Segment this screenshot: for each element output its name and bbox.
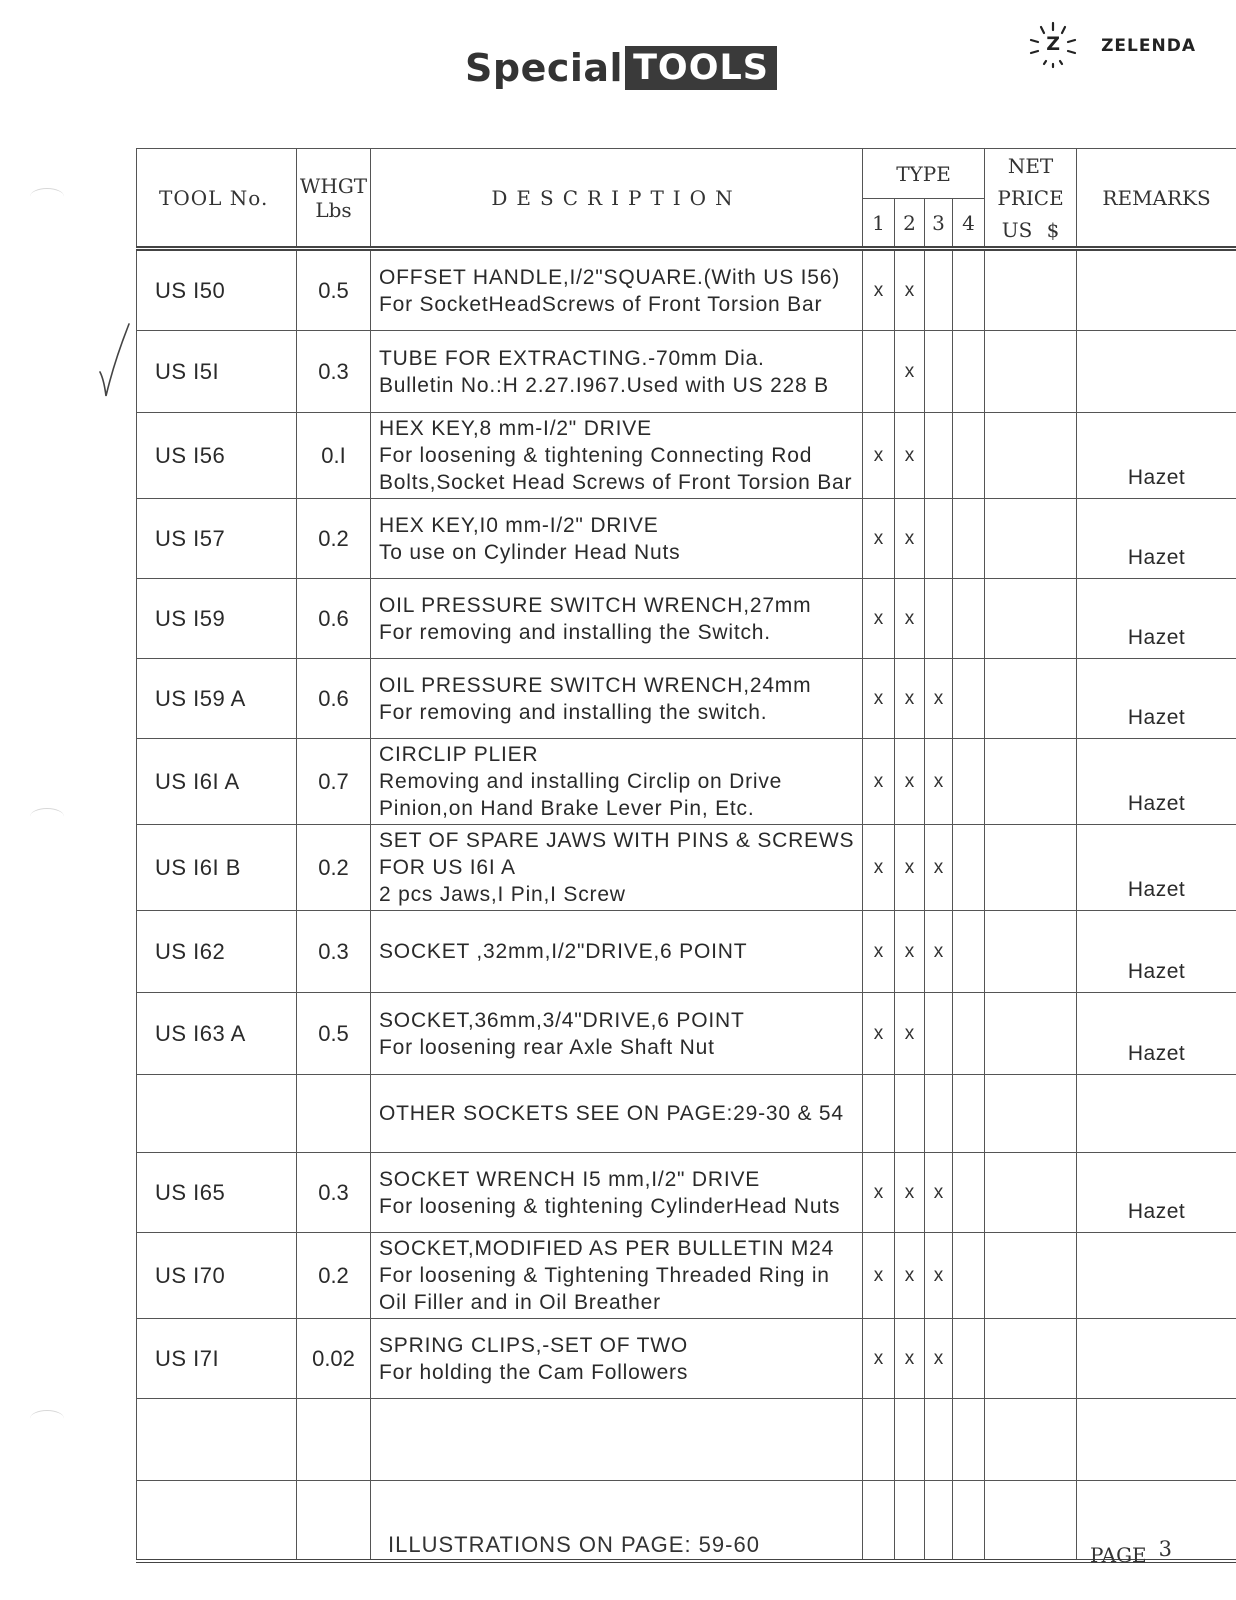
weight-cell: 0.02	[297, 1319, 371, 1399]
type-2-mark: x	[895, 249, 925, 331]
table-row	[137, 739, 1236, 825]
binder-hole-mark	[30, 1410, 64, 1427]
table-row	[137, 1319, 1236, 1399]
description-line: SOCKET WRENCH I5 mm,I/2" DRIVE	[379, 1167, 761, 1191]
description-cell	[371, 1319, 863, 1399]
tool-number-cell	[137, 1399, 297, 1481]
type-2-mark: x	[895, 993, 925, 1075]
type-2-mark	[895, 1075, 925, 1153]
description-line: 2 pcs Jaws,I Pin,I Screw	[379, 883, 626, 906]
type-1-mark	[863, 331, 895, 413]
net-price-cell	[985, 1481, 1077, 1561]
col-header-type: TYPE	[863, 149, 985, 199]
type-3-mark	[925, 499, 953, 579]
net-price-cell	[985, 825, 1077, 911]
table-row	[137, 1153, 1236, 1233]
description-line: OIL PRESSURE SWITCH WRENCH,24mm	[379, 673, 812, 697]
description-cell	[371, 1233, 863, 1319]
tool-number-cell: US I6I B	[137, 825, 297, 911]
tool-number-cell: US I56	[137, 413, 297, 499]
col-header-net-price	[985, 149, 1077, 249]
col-header-weight	[297, 149, 371, 249]
weight-cell	[297, 1075, 371, 1153]
type-1-mark	[863, 1399, 895, 1481]
title-tools: TOOLS	[625, 46, 777, 90]
type-1-mark: x	[863, 1153, 895, 1233]
table-row	[137, 659, 1236, 739]
type-3-mark	[925, 1481, 953, 1561]
type-3-mark	[925, 1075, 953, 1153]
description-cell	[371, 825, 863, 911]
type-4-mark	[953, 579, 985, 659]
description-line: For holding the Cam Followers	[379, 1360, 689, 1384]
type-3-mark: x	[925, 1233, 953, 1319]
description-line: Bolts,Socket Head Screws of Front Torsion Bar	[379, 471, 853, 494]
remarks-cell: Hazet	[1077, 1153, 1236, 1233]
remarks-cell: Hazet	[1077, 659, 1236, 739]
type-3-mark	[925, 579, 953, 659]
description-line: For loosening & Tightening Threaded Ring in	[379, 1264, 830, 1287]
tool-number-cell: US I65	[137, 1153, 297, 1233]
description-line: For removing and installing the switch.	[379, 700, 768, 724]
type-2-mark: x	[895, 579, 925, 659]
type-2-mark: x	[895, 1153, 925, 1233]
page-title	[465, 46, 777, 90]
description-line: TUBE FOR EXTRACTING.-70mm Dia.	[379, 346, 765, 370]
tool-number-cell: US I57	[137, 499, 297, 579]
net-price-cell	[985, 993, 1077, 1075]
type-1-mark: x	[863, 911, 895, 993]
net-price-cell	[985, 331, 1077, 413]
type-2-mark: x	[895, 659, 925, 739]
table-row	[137, 331, 1236, 413]
page-number-value: 3	[1158, 1537, 1173, 1561]
weight-cell: 0.7	[297, 739, 371, 825]
type-1-mark: x	[863, 1319, 895, 1399]
brand-name: ZELENDA	[1101, 36, 1196, 56]
table-row	[137, 249, 1236, 331]
remarks-cell	[1077, 331, 1236, 413]
description-cell	[371, 659, 863, 739]
weight-header-line: WHGT	[299, 173, 368, 198]
type-4-mark	[953, 1153, 985, 1233]
weight-cell: 0.2	[297, 499, 371, 579]
header-row	[137, 149, 1236, 199]
type-4-mark	[953, 331, 985, 413]
illustrations-note: ILLUSTRATIONS ON PAGE: 59-60	[388, 1532, 760, 1557]
type-2-mark: x	[895, 331, 925, 413]
type-4-mark	[953, 413, 985, 499]
type-4-mark	[953, 1075, 985, 1153]
description-cell	[371, 1153, 863, 1233]
type-2-mark	[895, 1399, 925, 1481]
type-2-mark: x	[895, 413, 925, 499]
handwritten-check-mark-icon	[98, 322, 132, 402]
description-cell	[371, 1075, 863, 1153]
type-col-1: 1	[863, 199, 895, 249]
type-4-mark	[953, 499, 985, 579]
weight-cell: 0.2	[297, 825, 371, 911]
tool-number-cell: US I6I A	[137, 739, 297, 825]
type-3-mark: x	[925, 659, 953, 739]
tool-number-cell: US I5I	[137, 331, 297, 413]
description-line: Oil Filler and in Oil Breather	[379, 1291, 661, 1314]
type-1-mark	[863, 1075, 895, 1153]
type-3-mark: x	[925, 1319, 953, 1399]
remarks-cell	[1077, 1319, 1236, 1399]
type-4-mark	[953, 825, 985, 911]
description-cell	[371, 331, 863, 413]
remarks-cell	[1077, 1233, 1236, 1319]
type-1-mark: x	[863, 249, 895, 331]
weight-cell: 0.3	[297, 1153, 371, 1233]
table-row	[137, 413, 1236, 499]
weight-cell: 0.5	[297, 249, 371, 331]
weight-cell: 0.3	[297, 911, 371, 993]
col-header-description: DESCRIPTION	[371, 149, 863, 249]
description-line: For loosening & tightening Connecting Rod	[379, 444, 813, 467]
weight-cell: 0.6	[297, 659, 371, 739]
net-price-cell	[985, 1075, 1077, 1153]
description-line: For loosening rear Axle Shaft Nut	[379, 1035, 715, 1059]
net-price-cell	[985, 1319, 1077, 1399]
title-special: Special	[465, 46, 624, 90]
type-1-mark: x	[863, 499, 895, 579]
type-4-mark	[953, 1481, 985, 1561]
type-1-mark: x	[863, 579, 895, 659]
page-number	[1090, 1537, 1173, 1567]
type-3-mark	[925, 1399, 953, 1481]
net-price-cell	[985, 579, 1077, 659]
weight-cell: 0.5	[297, 993, 371, 1075]
description-line: HEX KEY,8 mm-I/2" DRIVE	[379, 417, 652, 440]
type-3-mark	[925, 993, 953, 1075]
type-4-mark	[953, 739, 985, 825]
col-header-tool-no: TOOL No.	[137, 149, 297, 249]
description-cell	[371, 993, 863, 1075]
net-price-cell	[985, 413, 1077, 499]
description-line: For removing and installing the Switch.	[379, 620, 771, 644]
description-line: SOCKET,MODIFIED AS PER BULLETIN M24	[379, 1237, 835, 1260]
weight-cell: 0.2	[297, 1233, 371, 1319]
table-row	[137, 1399, 1236, 1481]
weight-cell	[297, 1481, 371, 1561]
description-line: HEX KEY,I0 mm-I/2" DRIVE	[379, 513, 659, 537]
table-row	[137, 579, 1236, 659]
page-label: PAGE	[1090, 1543, 1147, 1567]
col-header-remarks: REMARKS	[1077, 149, 1236, 249]
description-line: OTHER SOCKETS SEE ON PAGE:29-30 & 54	[379, 1102, 844, 1125]
net-price-cell	[985, 1399, 1077, 1481]
remarks-cell	[1077, 249, 1236, 331]
net-price-cell	[985, 249, 1077, 331]
remarks-cell: Hazet	[1077, 739, 1236, 825]
type-2-mark: x	[895, 739, 925, 825]
description-line: For SocketHeadScrews of Front Torsion Bar	[379, 292, 823, 316]
type-3-mark	[925, 331, 953, 413]
remarks-cell: Hazet	[1077, 579, 1236, 659]
description-line: SOCKET,36mm,3/4"DRIVE,6 POINT	[379, 1008, 745, 1032]
type-1-mark: x	[863, 739, 895, 825]
type-4-mark	[953, 1399, 985, 1481]
net-price-cell	[985, 1233, 1077, 1319]
net-price-cell	[985, 659, 1077, 739]
description-line: OFFSET HANDLE,I/2"SQUARE.(With US I56)	[379, 265, 841, 289]
net-price-line-2: PRICE	[997, 185, 1064, 210]
description-line: To use on Cylinder Head Nuts	[379, 540, 681, 564]
tool-number-cell: US I7I	[137, 1319, 297, 1399]
type-1-mark: x	[863, 1233, 895, 1319]
tool-number-cell: US I59	[137, 579, 297, 659]
table-row	[137, 1233, 1236, 1319]
description-line: FOR US I6I A	[379, 856, 516, 879]
table-row	[137, 911, 1236, 993]
binder-hole-mark	[30, 808, 64, 825]
type-3-mark: x	[925, 911, 953, 993]
description-cell	[371, 499, 863, 579]
type-3-mark: x	[925, 1153, 953, 1233]
tool-number-cell: US I59 A	[137, 659, 297, 739]
description-line: Pinion,on Hand Brake Lever Pin, Etc.	[379, 797, 755, 820]
net-price-cell	[985, 739, 1077, 825]
net-price-line-1: NET	[1007, 153, 1054, 178]
remarks-cell: Hazet	[1077, 825, 1236, 911]
type-4-mark	[953, 659, 985, 739]
description-cell	[371, 413, 863, 499]
weight-cell	[297, 1399, 371, 1481]
description-line: SPRING CLIPS,-SET OF TWO	[379, 1333, 688, 1357]
type-4-mark	[953, 249, 985, 331]
description-line: CIRCLIP PLIER	[379, 743, 539, 766]
net-price-cell	[985, 911, 1077, 993]
type-3-mark: x	[925, 739, 953, 825]
description-cell	[371, 249, 863, 331]
description-line: OIL PRESSURE SWITCH WRENCH,27mm	[379, 593, 812, 617]
type-1-mark: x	[863, 993, 895, 1075]
net-price-line-3: US $	[1001, 217, 1060, 242]
type-1-mark: x	[863, 659, 895, 739]
brand-logo	[1027, 20, 1196, 72]
description-cell	[371, 579, 863, 659]
type-2-mark: x	[895, 911, 925, 993]
type-3-mark	[925, 413, 953, 499]
tool-number-cell	[137, 1075, 297, 1153]
type-2-mark: x	[895, 1319, 925, 1399]
type-2-mark	[895, 1481, 925, 1561]
tool-number-cell: US I50	[137, 249, 297, 331]
tool-number-cell	[137, 1481, 297, 1561]
remarks-cell	[1077, 1399, 1236, 1481]
type-4-mark	[953, 1233, 985, 1319]
type-col-2: 2	[895, 199, 925, 249]
description-line: SET OF SPARE JAWS WITH PINS & SCREWS	[379, 829, 855, 852]
remarks-cell: Hazet	[1077, 499, 1236, 579]
special-tools-table	[136, 148, 1236, 1563]
table-row	[137, 499, 1236, 579]
description-line: SOCKET ,32mm,I/2"DRIVE,6 POINT	[379, 940, 748, 963]
type-1-mark	[863, 1481, 895, 1561]
description-cell	[371, 911, 863, 993]
table-row	[137, 993, 1236, 1075]
type-1-mark: x	[863, 825, 895, 911]
description-line: Removing and installing Circlip on Drive	[379, 770, 783, 793]
remarks-cell: Hazet	[1077, 911, 1236, 993]
type-col-4: 4	[953, 199, 985, 249]
type-1-mark: x	[863, 413, 895, 499]
tool-number-cell: US I63 A	[137, 993, 297, 1075]
description-line: Bulletin No.:H 2.27.I967.Used with US 228 B	[379, 373, 829, 397]
remarks-cell: Hazet	[1077, 413, 1236, 499]
weight-header-unit: Lbs	[315, 197, 352, 222]
type-2-mark: x	[895, 499, 925, 579]
remarks-cell	[1077, 1075, 1236, 1153]
tool-number-cell: US I62	[137, 911, 297, 993]
table-row	[137, 825, 1236, 911]
remarks-cell: Hazet	[1077, 993, 1236, 1075]
type-2-mark: x	[895, 1233, 925, 1319]
sunburst-logo-icon	[1027, 20, 1079, 72]
net-price-cell	[985, 1153, 1077, 1233]
type-4-mark	[953, 911, 985, 993]
tool-number-cell: US I70	[137, 1233, 297, 1319]
type-4-mark	[953, 993, 985, 1075]
logo-letter: Z	[1046, 33, 1060, 55]
type-3-mark: x	[925, 825, 953, 911]
type-4-mark	[953, 1319, 985, 1399]
type-col-3: 3	[925, 199, 953, 249]
type-2-mark: x	[895, 825, 925, 911]
net-price-cell	[985, 499, 1077, 579]
description-cell	[371, 1399, 863, 1481]
table-row	[137, 1075, 1236, 1153]
weight-cell: 0.3	[297, 331, 371, 413]
description-line: For loosening & tightening CylinderHead Nuts	[379, 1194, 841, 1218]
type-3-mark	[925, 249, 953, 331]
weight-cell: 0.I	[297, 413, 371, 499]
binder-hole-mark	[30, 188, 64, 205]
description-cell	[371, 739, 863, 825]
weight-cell: 0.6	[297, 579, 371, 659]
